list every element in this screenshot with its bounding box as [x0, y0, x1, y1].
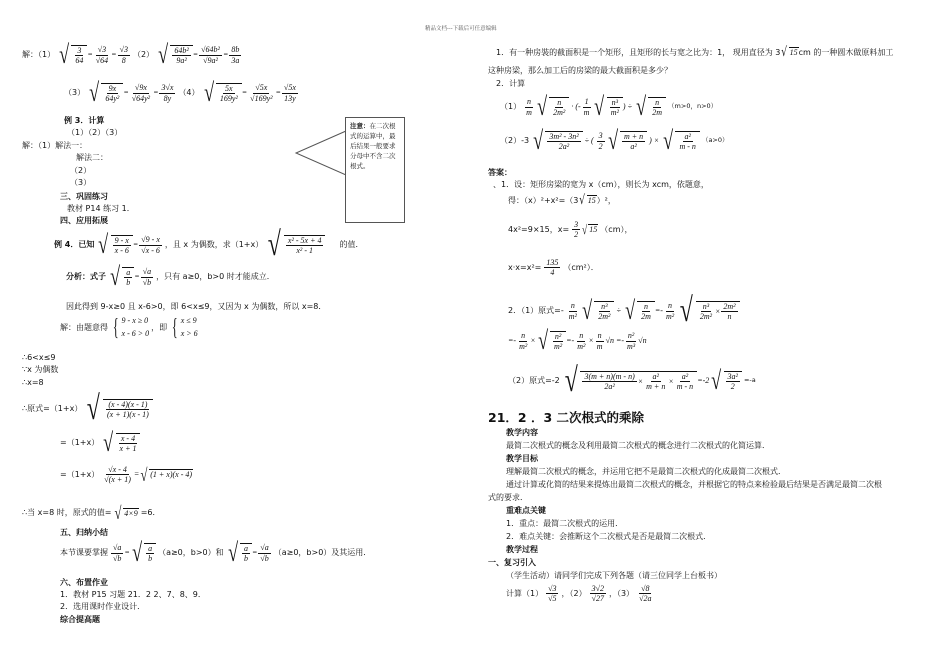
heading-review: 一、复习引入: [488, 558, 536, 567]
text-key-1: 1．重点：最简二次根式的运用．: [506, 519, 624, 528]
label: 分析：式子: [66, 272, 106, 282]
problem-1-text-a: 1．有一种房裝的截面积是一个矩形，且矩形的长与宽之比为：1， 现用直径为 3: [496, 48, 781, 57]
label: （4）: [178, 88, 200, 98]
problem-1-line-1: 1．有一种房裝的截面积是一个矩形，且矩形的长与宽之比为：1， 现用直径为 3 √ 15 cm 的一种圆木做原料加工: [496, 45, 894, 60]
original-expression: ∴原式=（1+x） √ $\frac{(x - 4)(x - 1)}{(x + 1)(x - 1)}$: [22, 392, 153, 426]
note-pointer: [294, 117, 348, 223]
label: ，（3）: [608, 588, 635, 598]
label: （3）: [64, 88, 86, 98]
label: ，且 x 为偶数，求（1+x）: [164, 240, 264, 250]
compute-2: （2）-3 √ $\frac{\text{3m² - 3n²}}{\text{2a²}}$ ÷ ( $\frac{3}{2}$ √ $\frac{m + n}{\text{a²}}$ ) × √ $\frac{\text{a²}}{m - n}$ （a>0）: [500, 126, 729, 155]
label: （a≥0，b>0）和: [158, 548, 224, 558]
note-text: 在二次根式的运算中，最后结果一般要求分母中不含二次根式。: [350, 122, 396, 171]
note-label: 注意：: [350, 122, 370, 130]
label: 解：由题意得: [60, 323, 108, 332]
section-7-heading: 综合提高题: [60, 615, 100, 624]
label: （a≥0，b>0）及其运用．: [273, 548, 372, 558]
answer-1-text-b: ）²，: [596, 196, 616, 205]
label: 本节课要掌握: [60, 548, 108, 558]
step-3: ∴x=8: [22, 378, 44, 387]
label: ∴当 x=8 时，原式的值=: [22, 508, 112, 518]
label: 计算（1）: [506, 588, 544, 598]
section-3-text: 教材 P14 练习 1．: [67, 204, 135, 213]
label: =6．: [140, 508, 161, 518]
label: （a>0）: [701, 136, 729, 145]
step-1: ∴6<x≤9: [22, 353, 56, 362]
heading-process: 教学过程: [506, 545, 538, 554]
example4-row: 例 4．已知 √ $\frac{9 - x}{x - 6}$ = $\frac{√9 - x}{√x - 6}$ ，且 x 为偶数，求（1+x） √ $\frac{\text{x² - 5x + 4}}{\text{x² - 1}}$ 的值．: [54, 226, 364, 263]
text-goal-1: 理解最简二次根式的概念，并运用它把不是最简二次根式的化成最简二次根式．: [506, 467, 786, 476]
label: =（1+x）: [60, 469, 100, 479]
label: （m>0，n>0）: [668, 102, 718, 111]
step-eq-2: =（1+x） $\frac{√x - 4}{√(x + 1)}$ = √ (1 + x)(x - 4): [60, 464, 193, 485]
example3-items: （1）（2）（3）: [67, 128, 123, 137]
label: 2．（1）原式=-: [508, 306, 564, 316]
method-1: 解：（1）解法一：: [22, 141, 88, 150]
homework-2: 2．选用课时作业设计．: [60, 602, 146, 611]
answer-1-line-3: 4x²=9×15，x= $\frac{3}{2}$ √ 15 （cm），: [508, 220, 633, 240]
label: ∴原式=（1+x）: [22, 404, 83, 414]
section-3-heading: 三、巩固练习: [60, 192, 108, 201]
heading-goals: 教学目标: [506, 454, 538, 463]
watermark: 精品文档---下载后可任意编辑: [425, 26, 497, 32]
label: （2）: [132, 50, 155, 60]
label: ，（2）: [561, 588, 587, 598]
answer-heading: 答案：: [488, 168, 512, 177]
summary-row: 本节课要掌握 $\frac{√a}{√b}$ = √ $\frac{a}{b}$ （a≥0，b>0）和 √ $\frac{a}{b}$ = $\frac{√a}{√b}$ （a≥0，b>0）及其运用．: [60, 538, 372, 567]
answer-1-line-2: 得：（x）²+x²=（3 √ 15 ）²，: [508, 193, 616, 208]
text-goal-2a: 通过计算或化简的结果来提炼出最简二次根式的概念，并根据它的特点来检验最后结果是否满足最简二次根: [506, 480, 882, 489]
answer-1-line-4: x·x=x²= $\frac{135}{4}$ （cm²）．: [508, 258, 599, 278]
text-key-2: 2．难点关键：会推断这个二次根式是否是最简二次根式．: [506, 532, 712, 541]
step-2: ∵x 为偶数: [22, 365, 59, 374]
text-goal-2b: 式的要求．: [488, 493, 528, 502]
homework-1: 1．教材 P15 习题 21．2 2、7、8、9．: [60, 590, 206, 599]
method-2: 解法二：: [76, 153, 108, 162]
item-3: （3）: [70, 178, 92, 187]
label: （2）原式=-2: [508, 376, 560, 386]
answer-2-1-line-2: =- $\frac{n}{\text{m²}}$ × √ $\frac{\text{n²}}{\text{m²}}$ =- $\frac{n}{\text{m²}}$ × $\frac{n}{m}$ √n =- $\frac{\text{n²}}{\text{m³}}$ √n: [508, 326, 647, 355]
section-title: 21．2 ．3 二次根式的乘除: [488, 410, 644, 425]
heading-key-points: 重难点关键: [506, 506, 546, 515]
label: ，即: [151, 323, 168, 332]
label: =-a: [743, 376, 756, 385]
answer-1-text-a: 得：（x）²+x²=（3: [508, 196, 579, 205]
label: 解：（1）: [22, 50, 56, 60]
label: （1）: [500, 102, 522, 112]
problem-2-title: 2．计算: [496, 79, 526, 88]
section-6-heading: 六、布置作业: [60, 578, 108, 587]
label: =（1+x）: [60, 438, 100, 448]
heading-content: 教学内容: [506, 428, 538, 437]
text-content: 最简二次根式的概念及利用最简二次根式的概念进行二次根式的化简运算．: [506, 441, 770, 450]
analysis-row: 分析：式子 √ $\frac{a}{b}$ = $\frac{√a}{√b}$ ，只有 a≥0，b>0 时才能成立．: [66, 262, 275, 291]
label: x·x=x²=: [508, 262, 542, 272]
text-student-activity: （学生活动）请同学们完成下列各题（请三位同学上台板书）: [506, 571, 722, 580]
note-box: [345, 117, 405, 223]
final-answer: ∴当 x=8 时，原式的值= √ 4×9 =6．: [22, 503, 161, 523]
label: 4x²=9×15，x=: [508, 224, 570, 234]
system-row: 解：由题意得 { 9 - x ≥ 0 x - 6 > 0 ，即 { x ≤ 9 x > 6: [60, 314, 198, 341]
label: 的值．: [339, 240, 364, 250]
solution-row-1: 解：（1） √ $\frac{3}{64}$ = $\frac{√3}{√64}$ = $\frac{√3}{8}$ （2） √ $\frac{\text{64b²}}{\text{9a²}}$ = $\frac{\text{√64b²}}{\text{√9a²}}$ = $\frac{8b}{3a}$: [22, 40, 240, 69]
answer-1-line-1: 、1．设：矩形房梁的宽为 x（cm），则长为 xcm，依题意，: [493, 180, 709, 189]
section-4-heading: 四、应用拓展: [60, 216, 108, 225]
label: （2）-3: [500, 136, 530, 146]
section-5-heading: 五、归纳小结: [60, 528, 108, 537]
label: （cm²）．: [563, 262, 599, 272]
problem-1-text-b: cm 的一种圆木做原料加工: [798, 48, 894, 57]
label: （cm），: [600, 224, 633, 234]
item-2: （2）: [70, 166, 92, 175]
answer-2-1-line-1: 2．（1）原式=- $\frac{n}{\text{m²}}$ √ $\frac{\text{n³}}{\text{2m²}}$ ÷ √ $\frac{n}{2m}$ =- $\frac{n}{\text{m²}}$ √ $\frac{\text{n³}}{\text{2m²}}$ × $\frac{\text{2m²}}{n}$: [508, 294, 740, 328]
solution-row-2: （3） √ $\frac{9x}{\text{64y²}}$ = $\frac{√9x}{\text{√64y²}}$ = $\frac{3√x}{8y}$ （4） √ $\frac{5x}{\text{169y²}}$ = $\frac{√5x}{\text{√169y²}}$ = $\frac{√5x}{13y}$: [64, 78, 296, 107]
therefore-text: 因此得到 9-x≥0 且 x-6>0，即 6<x≤9，又因为 x 为偶数，所以 x=8．: [66, 302, 327, 311]
example3-title: 例 3．计算: [64, 116, 105, 125]
label: ，只有 a≥0，b>0 时才能成立．: [156, 272, 275, 282]
compute-1: （1） $\frac{n}{m}$ √ $\frac{n}{\text{2m²}}$ · (- $\frac{1}{m}$ √ $\frac{\text{n³}}{\text{m²}}$ ) ÷ √ $\frac{n}{2m}$ （m>0，n>0）: [500, 92, 718, 121]
answer-2-2: （2）原式=-2 √ $\frac{3(m + n)(m - n)}{\text{2a²}}$ × $\frac{\text{a²}}{m + n}$ × $\frac{\text{a²}}{m - n}$ =-2 √ $\frac{\text{3a²}}{2}$ =-a: [508, 362, 756, 399]
label: 例 4．已知: [54, 240, 95, 250]
review-compute: 计算（1） $\frac{√3}{√5}$ ，（2） $\frac{3√2}{√27}$ ，（3） $\frac{√8}{√2a}$: [506, 584, 652, 604]
step-eq-1: =（1+x） √ $\frac{x - 4}{x + 1}$: [60, 430, 140, 456]
problem-1-line-2: 这种房梁，那么加工后的房梁的最大截面积是多少？: [488, 66, 672, 75]
